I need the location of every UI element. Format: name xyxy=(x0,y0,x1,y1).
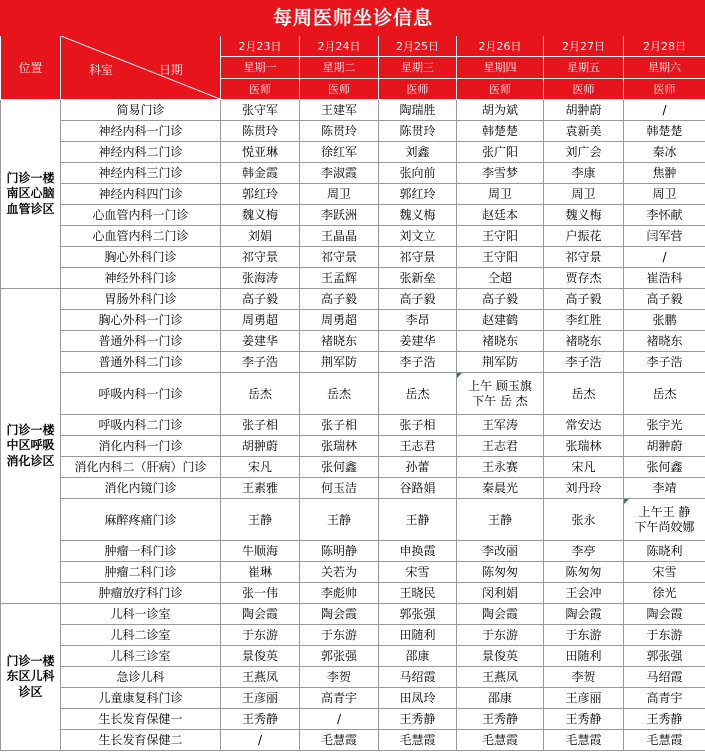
doctor-cell: 李贺 xyxy=(544,667,624,688)
doctor-cell: 陈贯玲 xyxy=(300,121,379,142)
doctor-cell: 刘丹玲 xyxy=(544,478,624,499)
doctor-cell: 王静 xyxy=(221,499,300,541)
doctor-cell: 王志君 xyxy=(457,436,544,457)
doctor-cell: 周卫 xyxy=(457,184,544,205)
doctor-cell: 陶会霞 xyxy=(457,604,544,625)
doctor-cell: 王彦丽 xyxy=(544,688,624,709)
weekday-cell: 星期四 xyxy=(457,57,544,79)
doctor-cell: 魏义梅 xyxy=(221,205,300,226)
doctor-cell: / xyxy=(624,247,705,268)
doctor-cell: 祁守景 xyxy=(544,247,624,268)
doctor-cell: 陈贯玲 xyxy=(221,121,300,142)
doctor-cell: 王彦丽 xyxy=(221,688,300,709)
table-row xyxy=(1,268,705,289)
doctor-cell: 田随利 xyxy=(379,625,457,646)
department-cell: 消化内镜门诊 xyxy=(61,478,221,499)
doctor-cell: 刘广会 xyxy=(544,142,624,163)
date-header-label: 日期 xyxy=(159,63,184,77)
doctor-cell: 谷路娟 xyxy=(379,478,457,499)
doctor-header: 医师 xyxy=(624,79,705,100)
doctor-cell: 毛慧霞 xyxy=(457,730,544,751)
department-cell: 生长发育保健二 xyxy=(61,730,221,751)
doctor-cell: 褚晓东 xyxy=(544,331,624,352)
department-cell: 麻醉疼痛门诊 xyxy=(61,499,221,541)
weekday-cell: 星期二 xyxy=(300,57,379,79)
doctor-cell: 张何鑫 xyxy=(300,457,379,478)
doctor-cell: 景俊英 xyxy=(457,646,544,667)
doctor-cell: / xyxy=(300,709,379,730)
doctor-cell: 贾存杰 xyxy=(544,268,624,289)
afternoon-doctor: 下午尚姣娜 xyxy=(634,519,695,534)
diagonal-divider xyxy=(61,36,220,99)
department-cell: 儿科三诊室 xyxy=(61,646,221,667)
doctor-cell: 王秀静 xyxy=(624,709,705,730)
doctor-cell: 高子毅 xyxy=(624,289,705,310)
table-row xyxy=(1,478,705,499)
doctor-cell: 崔琳 xyxy=(221,562,300,583)
doctor-cell: 景俊英 xyxy=(221,646,300,667)
department-cell: 呼吸内科一门诊 xyxy=(61,373,221,415)
department-cell: 肿瘤二科门诊 xyxy=(61,562,221,583)
doctor-cell: 王秀静 xyxy=(379,709,457,730)
doctor-cell: 胡翀蔚 xyxy=(544,100,624,121)
doctor-cell: 韩楚楚 xyxy=(457,121,544,142)
doctor-cell: 陈贯玲 xyxy=(379,121,457,142)
doctor-cell: 秦晨光 xyxy=(457,478,544,499)
table-row xyxy=(1,730,705,751)
doctor-cell: 于东游 xyxy=(544,625,624,646)
doctor-cell: 焦翀 xyxy=(624,163,705,184)
doctor-cell: 王燕凤 xyxy=(457,667,544,688)
doctor-cell: 祁守景 xyxy=(379,247,457,268)
department-cell: 消化内科二（肝病）门诊 xyxy=(61,457,221,478)
doctor-cell: 张向前 xyxy=(379,163,457,184)
weekday-cell: 星期一 xyxy=(221,57,300,79)
table-row xyxy=(1,415,705,436)
afternoon-doctor: 下午 岳 杰 xyxy=(472,393,528,408)
department-cell: 神经外科门诊 xyxy=(61,268,221,289)
doctor-cell: 宋雪 xyxy=(624,562,705,583)
doctor-cell: 张鹏 xyxy=(624,310,705,331)
doctor-cell: 魏义梅 xyxy=(379,205,457,226)
doctor-cell: 田凤玲 xyxy=(379,688,457,709)
doctor-cell: 李淑霞 xyxy=(300,163,379,184)
location-cell: 门诊一楼东区儿科诊区 xyxy=(1,604,61,751)
doctor-cell: 陶瑞胜 xyxy=(379,100,457,121)
doctor-cell: 周勇超 xyxy=(221,310,300,331)
table-row xyxy=(1,436,705,457)
department-cell: 肿瘤一科门诊 xyxy=(61,541,221,562)
morning-doctor: 上午 顾玉旗 xyxy=(468,378,532,393)
doctor-cell: 常安达 xyxy=(544,415,624,436)
doctor-cell: 褚晓东 xyxy=(624,331,705,352)
department-cell: 急诊儿科 xyxy=(61,667,221,688)
doctor-cell: 李跃洲 xyxy=(300,205,379,226)
doctor-cell: 韩金霞 xyxy=(221,163,300,184)
doctor-cell: 李改丽 xyxy=(457,541,544,562)
table-row xyxy=(1,100,705,121)
doctor-cell: 张广阳 xyxy=(457,142,544,163)
doctor-cell: 李子浩 xyxy=(544,352,624,373)
doctor-cell: 王素雅 xyxy=(221,478,300,499)
table-row xyxy=(1,121,705,142)
comment-marker-icon xyxy=(457,373,462,378)
doctor-cell: 李彪帅 xyxy=(300,583,379,604)
date-cell: 2月26日 xyxy=(457,36,544,57)
doctor-cell: 高子毅 xyxy=(300,289,379,310)
department-cell: 儿科一诊室 xyxy=(61,604,221,625)
doctor-cell: 张永 xyxy=(544,499,624,541)
weekday-cell: 星期六 xyxy=(624,57,705,79)
doctor-cell: 宋凡 xyxy=(221,457,300,478)
doctor-cell: 田随利 xyxy=(544,646,624,667)
doctor-cell: 毛慧霞 xyxy=(300,730,379,751)
doctor-cell: 李雪梦 xyxy=(457,163,544,184)
table-row xyxy=(1,289,705,310)
department-cell: 胸心外科一门诊 xyxy=(61,310,221,331)
department-cell: 简易门诊 xyxy=(61,100,221,121)
doctor-cell xyxy=(457,373,544,415)
department-cell: 心血管内科一门诊 xyxy=(61,205,221,226)
doctor-cell: 崔浩科 xyxy=(624,268,705,289)
weekday-cell: 星期三 xyxy=(379,57,457,79)
doctor-cell: 牛顺海 xyxy=(221,541,300,562)
doctor-cell: 王燕凤 xyxy=(221,667,300,688)
doctor-cell: 韩楚楚 xyxy=(624,121,705,142)
doctor-cell: 岳杰 xyxy=(624,373,705,415)
doctor-cell: 徐红军 xyxy=(300,142,379,163)
department-cell: 生长发育保健一 xyxy=(61,709,221,730)
doctor-cell: 陈晓利 xyxy=(624,541,705,562)
doctor-cell: 岳杰 xyxy=(544,373,624,415)
department-cell: 儿科二诊室 xyxy=(61,625,221,646)
department-cell: 神经内科二门诊 xyxy=(61,142,221,163)
department-cell: 神经内科三门诊 xyxy=(61,163,221,184)
table-row xyxy=(1,247,705,268)
department-cell: 胃肠外科门诊 xyxy=(61,289,221,310)
doctor-cell: 户振花 xyxy=(544,226,624,247)
doctor-cell: 闫军营 xyxy=(624,226,705,247)
doctor-cell: 高子毅 xyxy=(379,289,457,310)
doctor-cell: 赵建鹤 xyxy=(457,310,544,331)
doctor-cell: 孙蕾 xyxy=(379,457,457,478)
doctor-cell: / xyxy=(624,100,705,121)
doctor-cell: 仝超 xyxy=(457,268,544,289)
location-cell: 门诊一楼南区心脑血管诊区 xyxy=(1,100,61,289)
table-row xyxy=(1,310,705,331)
doctor-cell: 于东游 xyxy=(457,625,544,646)
doctor-cell: 陶会霞 xyxy=(221,604,300,625)
doctor-cell: 陈匆匆 xyxy=(544,562,624,583)
table-row xyxy=(1,331,705,352)
table-row xyxy=(1,667,705,688)
doctor-cell: 王守阳 xyxy=(457,247,544,268)
doctor-cell: 王秀静 xyxy=(457,709,544,730)
department-cell: 肿瘤放疗科门诊 xyxy=(61,583,221,604)
doctor-cell: 王孟辉 xyxy=(300,268,379,289)
doctor-cell: 周卫 xyxy=(624,184,705,205)
location-header: 位置 xyxy=(1,36,61,100)
department-cell: 心血管内科二门诊 xyxy=(61,226,221,247)
doctor-cell: 张守军 xyxy=(221,100,300,121)
doctor-cell: 王建军 xyxy=(300,100,379,121)
doctor-cell: 马绍霞 xyxy=(624,667,705,688)
department-cell: 神经内科一门诊 xyxy=(61,121,221,142)
doctor-cell: 袁新美 xyxy=(544,121,624,142)
table-row xyxy=(1,373,705,415)
doctor-cell: 徐光 xyxy=(624,583,705,604)
table-row xyxy=(1,688,705,709)
table-row xyxy=(1,604,705,625)
doctor-cell: 郭红玲 xyxy=(221,184,300,205)
doctor-cell: 于东游 xyxy=(221,625,300,646)
table-row xyxy=(1,226,705,247)
date-cell: 2月25日 xyxy=(379,36,457,57)
table-row xyxy=(1,646,705,667)
doctor-cell: 张瑞林 xyxy=(544,436,624,457)
doctor-cell: 王军涛 xyxy=(457,415,544,436)
doctor-cell: 王志君 xyxy=(379,436,457,457)
doctor-cell xyxy=(624,499,705,541)
table-row xyxy=(1,205,705,226)
doctor-cell: 祁守景 xyxy=(221,247,300,268)
doctor-cell: 宋雪 xyxy=(379,562,457,583)
doctor-cell: 郭张强 xyxy=(624,646,705,667)
doctor-cell: 张新垒 xyxy=(379,268,457,289)
table-row xyxy=(1,184,705,205)
doctor-header: 医师 xyxy=(221,79,300,100)
doctor-cell: 王静 xyxy=(457,499,544,541)
doctor-cell: 陶会霞 xyxy=(544,604,624,625)
doctor-cell: 周卫 xyxy=(544,184,624,205)
doctor-cell: 申换霞 xyxy=(379,541,457,562)
department-date-header xyxy=(61,36,221,100)
table-row xyxy=(1,583,705,604)
weekday-cell: 星期五 xyxy=(544,57,624,79)
doctor-cell: 高子毅 xyxy=(457,289,544,310)
doctor-cell: 郭红玲 xyxy=(379,184,457,205)
doctor-cell: 周勇超 xyxy=(300,310,379,331)
table-row xyxy=(1,352,705,373)
doctor-cell: 岳杰 xyxy=(221,373,300,415)
doctor-cell: 刘文立 xyxy=(379,226,457,247)
doctor-cell: 李亭 xyxy=(544,541,624,562)
doctor-header: 医师 xyxy=(300,79,379,100)
department-header-label: 科室 xyxy=(89,63,114,77)
doctor-cell: 岳杰 xyxy=(300,373,379,415)
doctor-cell: / xyxy=(221,730,300,751)
department-cell: 儿童康复科门诊 xyxy=(61,688,221,709)
doctor-cell: 王晶晶 xyxy=(300,226,379,247)
doctor-cell: 毛慧霞 xyxy=(544,730,624,751)
doctor-cell: 高子毅 xyxy=(544,289,624,310)
doctor-cell: 闵利娟 xyxy=(457,583,544,604)
doctor-cell: 胡为斌 xyxy=(457,100,544,121)
doctor-cell: 郭张强 xyxy=(379,604,457,625)
doctor-cell: 毛慧霞 xyxy=(624,730,705,751)
doctor-cell: 高子毅 xyxy=(221,289,300,310)
doctor-cell: 王会冲 xyxy=(544,583,624,604)
table-row xyxy=(1,142,705,163)
doctor-cell: 郭张强 xyxy=(300,646,379,667)
doctor-cell: 宋凡 xyxy=(544,457,624,478)
doctor-cell: 李子浩 xyxy=(221,352,300,373)
page-title: 每周医师坐诊信息 xyxy=(1,1,705,36)
doctor-cell: 岳杰 xyxy=(379,373,457,415)
doctor-cell: 王守阳 xyxy=(457,226,544,247)
location-cell: 门诊一楼中区呼吸消化诊区 xyxy=(1,289,61,604)
doctor-cell: 陶会霞 xyxy=(300,604,379,625)
doctor-cell: 王静 xyxy=(300,499,379,541)
doctor-cell: 祁守景 xyxy=(300,247,379,268)
doctor-cell: 李昂 xyxy=(379,310,457,331)
doctor-cell: 于东游 xyxy=(300,625,379,646)
doctor-cell: 李怀献 xyxy=(624,205,705,226)
doctor-cell: 刘鑫 xyxy=(379,142,457,163)
doctor-cell: 陶会霞 xyxy=(624,604,705,625)
doctor-cell: 胡翀蔚 xyxy=(221,436,300,457)
morning-doctor: 上午王 静 xyxy=(638,504,691,519)
doctor-cell: 张海涛 xyxy=(221,268,300,289)
doctor-cell: 邵康 xyxy=(379,646,457,667)
doctor-cell: 张何鑫 xyxy=(624,457,705,478)
department-cell: 普通外科二门诊 xyxy=(61,352,221,373)
doctor-cell: 赵廷本 xyxy=(457,205,544,226)
doctor-cell: 马绍霞 xyxy=(379,667,457,688)
doctor-cell: 李子浩 xyxy=(379,352,457,373)
doctor-cell: 张瑞林 xyxy=(300,436,379,457)
doctor-cell: 高青宇 xyxy=(624,688,705,709)
doctor-cell: 张一伟 xyxy=(221,583,300,604)
doctor-cell: 姜建华 xyxy=(221,331,300,352)
doctor-cell: 刘娟 xyxy=(221,226,300,247)
doctor-cell: 荆军防 xyxy=(457,352,544,373)
doctor-cell: 悦亚琳 xyxy=(221,142,300,163)
doctor-cell: 何玉洁 xyxy=(300,478,379,499)
date-cell: 2月24日 xyxy=(300,36,379,57)
date-cell: 2月27日 xyxy=(544,36,624,57)
doctor-cell: 张子相 xyxy=(221,415,300,436)
date-cell: 2月28日 xyxy=(624,36,705,57)
doctor-cell: 李康 xyxy=(544,163,624,184)
doctor-cell: 张子相 xyxy=(300,415,379,436)
table-row xyxy=(1,709,705,730)
doctor-cell: 李红胜 xyxy=(544,310,624,331)
doctor-cell: 褚晓东 xyxy=(457,331,544,352)
doctor-cell: 荆军防 xyxy=(300,352,379,373)
doctor-header: 医师 xyxy=(544,79,624,100)
doctor-cell: 王静 xyxy=(379,499,457,541)
doctor-cell: 胡翀蔚 xyxy=(624,436,705,457)
doctor-cell: 毛慧霞 xyxy=(379,730,457,751)
doctor-cell: 于东游 xyxy=(624,625,705,646)
doctor-cell: 李靖 xyxy=(624,478,705,499)
doctor-cell: 周卫 xyxy=(300,184,379,205)
table-row xyxy=(1,562,705,583)
doctor-cell: 张宇光 xyxy=(624,415,705,436)
doctor-cell: 李子浩 xyxy=(624,352,705,373)
department-cell: 呼吸内科二门诊 xyxy=(61,415,221,436)
doctor-header: 医师 xyxy=(457,79,544,100)
doctor-cell: 秦冰 xyxy=(624,142,705,163)
doctor-cell: 张子相 xyxy=(379,415,457,436)
comment-marker-icon xyxy=(624,499,629,504)
department-cell: 胸心外科门诊 xyxy=(61,247,221,268)
doctor-cell: 陈明静 xyxy=(300,541,379,562)
table-row xyxy=(1,499,705,541)
doctor-cell: 姜建华 xyxy=(379,331,457,352)
doctor-cell: 邵康 xyxy=(457,688,544,709)
doctor-cell: 魏义梅 xyxy=(544,205,624,226)
table-row xyxy=(1,625,705,646)
date-cell: 2月23日 xyxy=(221,36,300,57)
doctor-cell: 王永赛 xyxy=(457,457,544,478)
doctor-cell: 陈匆匆 xyxy=(457,562,544,583)
doctor-header: 医师 xyxy=(379,79,457,100)
doctor-cell: 关若为 xyxy=(300,562,379,583)
doctor-cell: 王秀静 xyxy=(544,709,624,730)
doctor-cell: 王晓民 xyxy=(379,583,457,604)
doctor-cell: 王秀静 xyxy=(221,709,300,730)
table-row xyxy=(1,541,705,562)
department-cell: 消化内科一门诊 xyxy=(61,436,221,457)
doctor-cell: 高青宇 xyxy=(300,688,379,709)
table-row xyxy=(1,163,705,184)
department-cell: 神经内科四门诊 xyxy=(61,184,221,205)
doctor-cell: 褚晓东 xyxy=(300,331,379,352)
table-row xyxy=(1,457,705,478)
department-cell: 普通外科一门诊 xyxy=(61,331,221,352)
doctor-cell: 李贺 xyxy=(300,667,379,688)
